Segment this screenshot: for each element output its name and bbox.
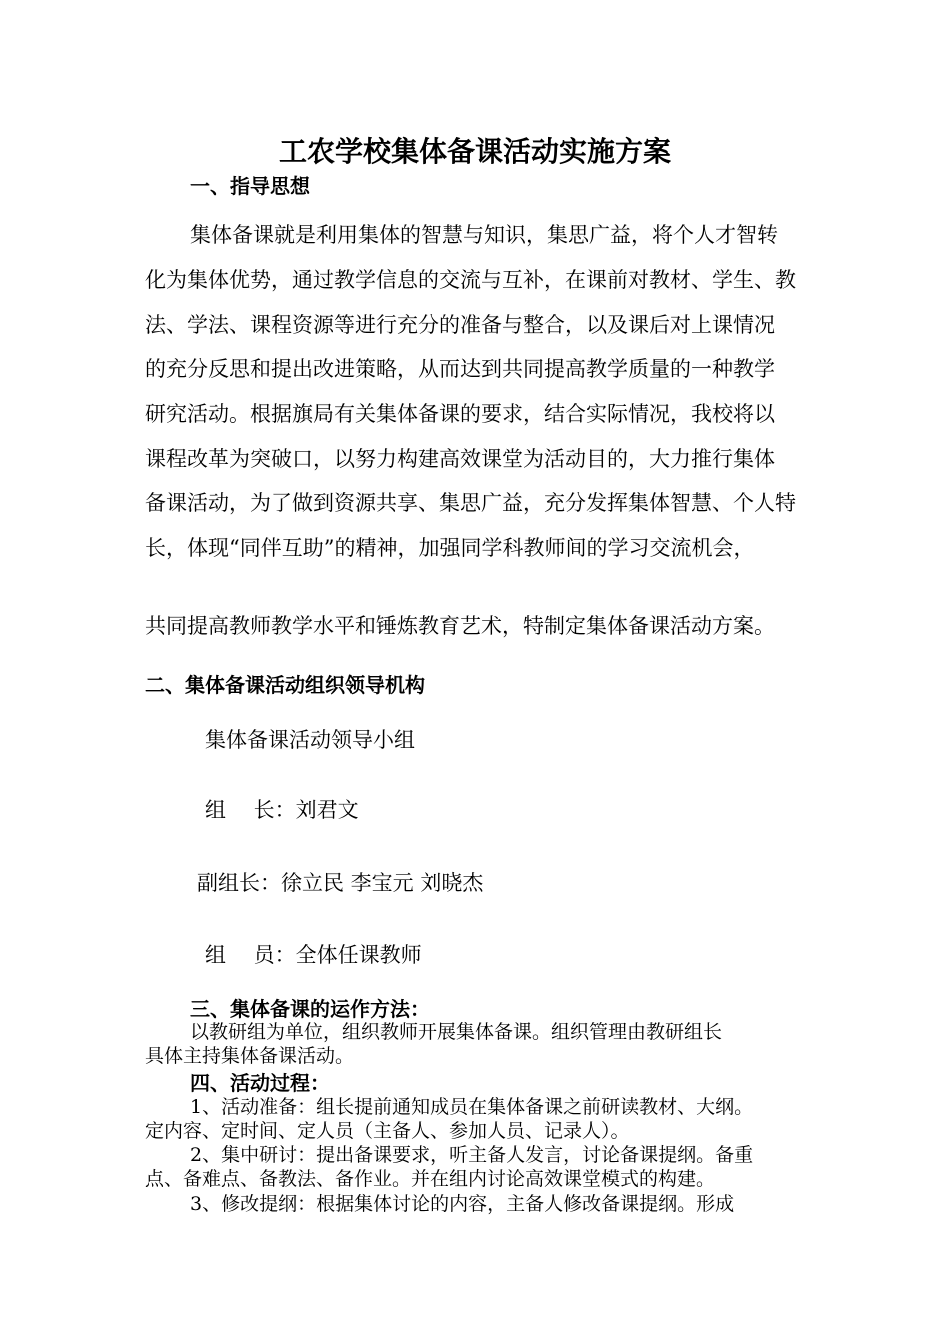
section-1-heading: 一、指导思想 xyxy=(190,174,310,198)
section-4-line-3: 2、集中研讨：提出备课要求，听主备人发言，讨论备课提纲。备重 xyxy=(190,1144,754,1166)
section-1-line-2: 化为集体优势，通过教学信息的交流与互补，在课前对教材、学生、教 xyxy=(145,268,796,292)
section-4-line-4: 点、备难点、备教法、备作业。并在组内讨论高效课堂模式的构建。 xyxy=(145,1168,716,1190)
section-4-line-1: 1、活动准备：组长提前通知成员在集体备课之前研读教材、大纲。 xyxy=(190,1096,754,1118)
section-1-line-6: 课程改革为突破口，以努力构建高效课堂为活动目的，大力推行集体 xyxy=(145,447,775,471)
section-1-line-3: 法、学法、课程资源等进行充分的准备与整合，以及课后对上课情况 xyxy=(145,313,775,337)
section-1-line-5: 研究活动。根据旗局有关集体备课的要求，结合实际情况，我校将以 xyxy=(145,402,775,426)
section-4-line-2: 定内容、定时间、定人员（主备人、参加人员、记录人）。 xyxy=(145,1120,630,1142)
section-1-line-9: 共同提高教师教学水平和锤炼教育艺术，特制定集体备课活动方案。 xyxy=(145,614,775,638)
section-1-line-4: 的充分反思和提出改进策略，从而达到共同提高教学质量的一种教学 xyxy=(145,357,775,381)
group-deputies: 副组长：徐立民 李宝元 刘晓杰 xyxy=(197,871,484,895)
group-members: 组 员：全体任课教师 xyxy=(205,943,422,967)
section-4-heading: 四、活动过程： xyxy=(190,1071,330,1095)
section-3-line-1: 以教研组为单位，组织教师开展集体备课。组织管理由教研组长 xyxy=(190,1021,723,1043)
document-title: 工农学校集体备课活动实施方案 xyxy=(278,135,671,168)
section-1-line-7: 备课活动，为了做到资源共享、集思广益，充分发挥集体智慧、个人特 xyxy=(145,491,796,515)
section-4-line-5: 3、修改提纲：根据集体讨论的内容，主备人修改备课提纲。形成 xyxy=(190,1193,735,1215)
leadership-group-name: 集体备课活动领导小组 xyxy=(205,728,415,752)
section-1-line-1: 集体备课就是利用集体的智慧与知识，集思广益，将个人才智转 xyxy=(190,223,778,247)
section-3-line-2: 具体主持集体备课活动。 xyxy=(145,1045,355,1067)
group-leader: 组 长：刘君文 xyxy=(205,798,359,822)
section-2-heading: 二、集体备课活动组织领导机构 xyxy=(145,673,425,697)
section-3-heading: 三、集体备课的运作方法： xyxy=(190,997,430,1021)
section-1-line-8: 长，体现“同伴互助”的精神，加强同学科教师间的学习交流机会， xyxy=(145,536,755,560)
